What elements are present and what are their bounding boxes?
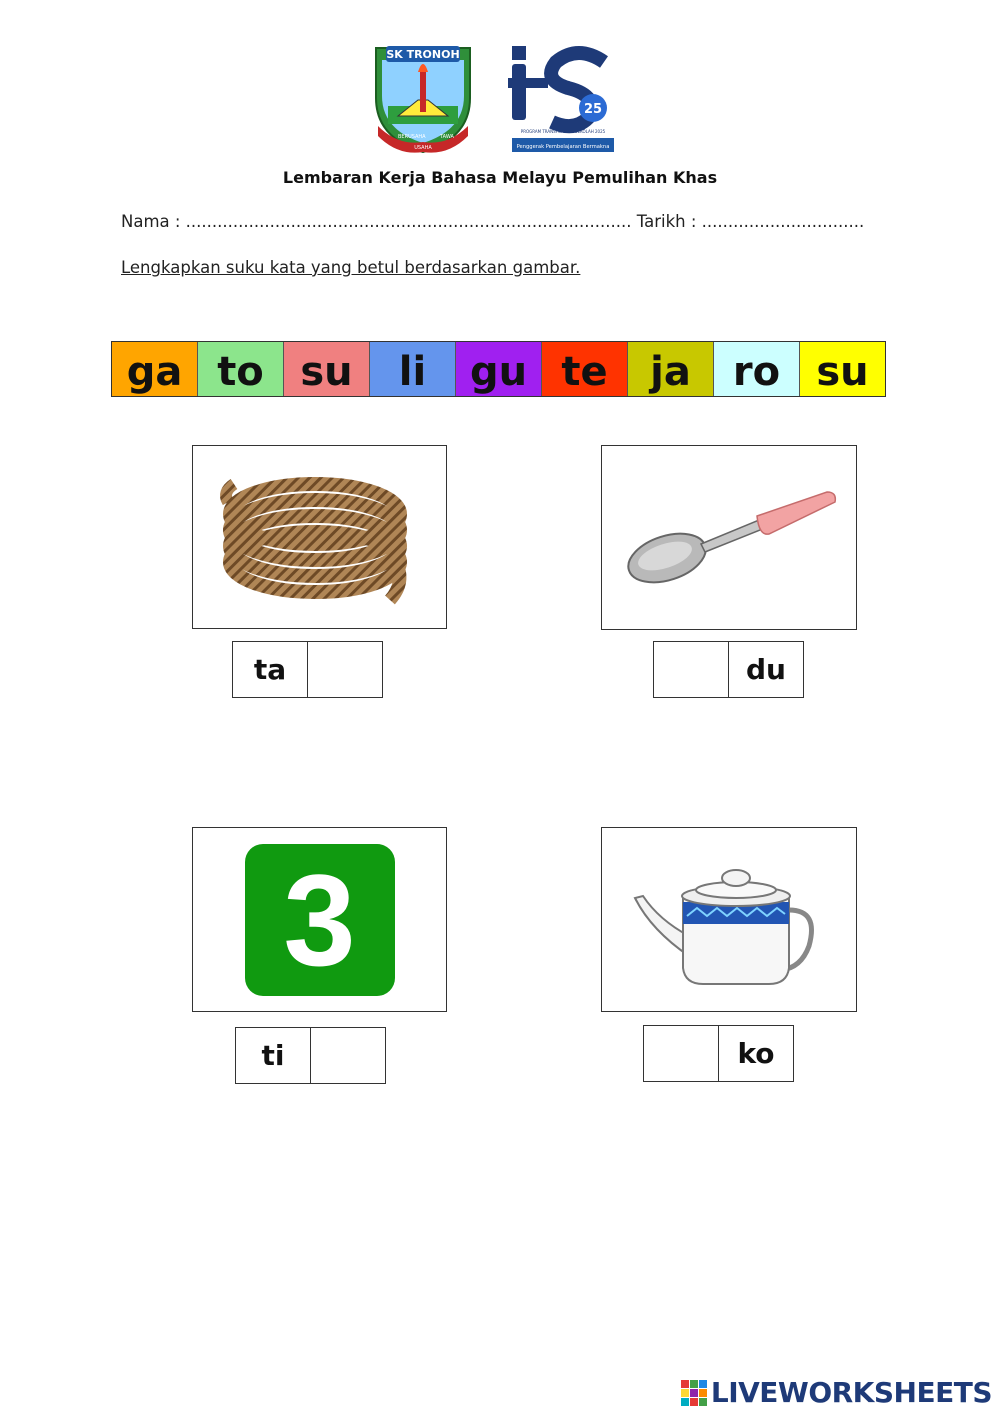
liveworksheets-text: LIVEWORKSHEETS (710, 1376, 992, 1409)
worksheet-title: Lembaran Kerja Bahasa Melayu Pemulihan Khas (282, 168, 718, 187)
rope-coil-icon (210, 462, 430, 612)
picture-box-rope (192, 445, 447, 629)
svg-text:PROGRAM TRANSFORMASI SEKOLAH 2: PROGRAM TRANSFORMASI SEKOLAH 2025 (520, 129, 606, 134)
liveworksheets-logo-icon (681, 1380, 707, 1406)
answer-pair (232, 641, 383, 698)
number-three-icon (245, 844, 395, 996)
ts25-logo (508, 40, 618, 156)
answer-blank[interactable] (307, 641, 383, 698)
teapot-icon (629, 850, 829, 990)
liveworksheets-brand (681, 1376, 992, 1409)
given-syllable: ti (235, 1027, 311, 1084)
syllable-bank (111, 341, 886, 397)
picture-box-number-three (192, 827, 447, 1012)
picture-box-teapot (601, 827, 857, 1012)
school-crest-logo (368, 38, 478, 156)
number-three-text: 3 (283, 846, 356, 993)
given-syllable: ta (232, 641, 308, 698)
given-syllable: du (728, 641, 804, 698)
syllable-tile[interactable]: to (198, 342, 284, 396)
syllable-tile[interactable]: su (800, 342, 885, 396)
instruction-text: Lengkapkan suku kata yang betul berdasarkan gambar. (121, 258, 581, 277)
svg-text:TAWA: TAWA (440, 134, 454, 140)
syllable-tile[interactable]: gu (456, 342, 542, 396)
answer-pair (653, 641, 804, 698)
spoon-icon (619, 478, 839, 598)
syllable-tile[interactable]: te (542, 342, 628, 396)
svg-text:25: 25 (583, 102, 603, 117)
syllable-tile[interactable]: ga (112, 342, 198, 396)
syllable-tile[interactable]: ja (628, 342, 714, 396)
svg-text:USAHA: USAHA (414, 145, 432, 151)
answer-pair (643, 1025, 794, 1082)
svg-text:Penggerak Pembelajaran Bermakn: Penggerak Pembelajaran Bermakna (516, 144, 610, 150)
answer-blank[interactable] (310, 1027, 386, 1084)
answer-blank[interactable] (653, 641, 729, 698)
answer-blank[interactable] (643, 1025, 719, 1082)
svg-text:BERUSAHA: BERUSAHA (398, 134, 426, 140)
answer-pair (235, 1027, 386, 1084)
picture-box-spoon (601, 445, 857, 630)
given-syllable: ko (718, 1025, 794, 1082)
syllable-tile[interactable]: su (284, 342, 370, 396)
svg-text:SK TRONOH: SK TRONOH (386, 48, 460, 61)
syllable-tile[interactable]: li (370, 342, 456, 396)
syllable-tile[interactable]: ro (714, 342, 800, 396)
name-date-line: Nama : ..................................................................................... Tarikh : ............................... (121, 212, 865, 231)
